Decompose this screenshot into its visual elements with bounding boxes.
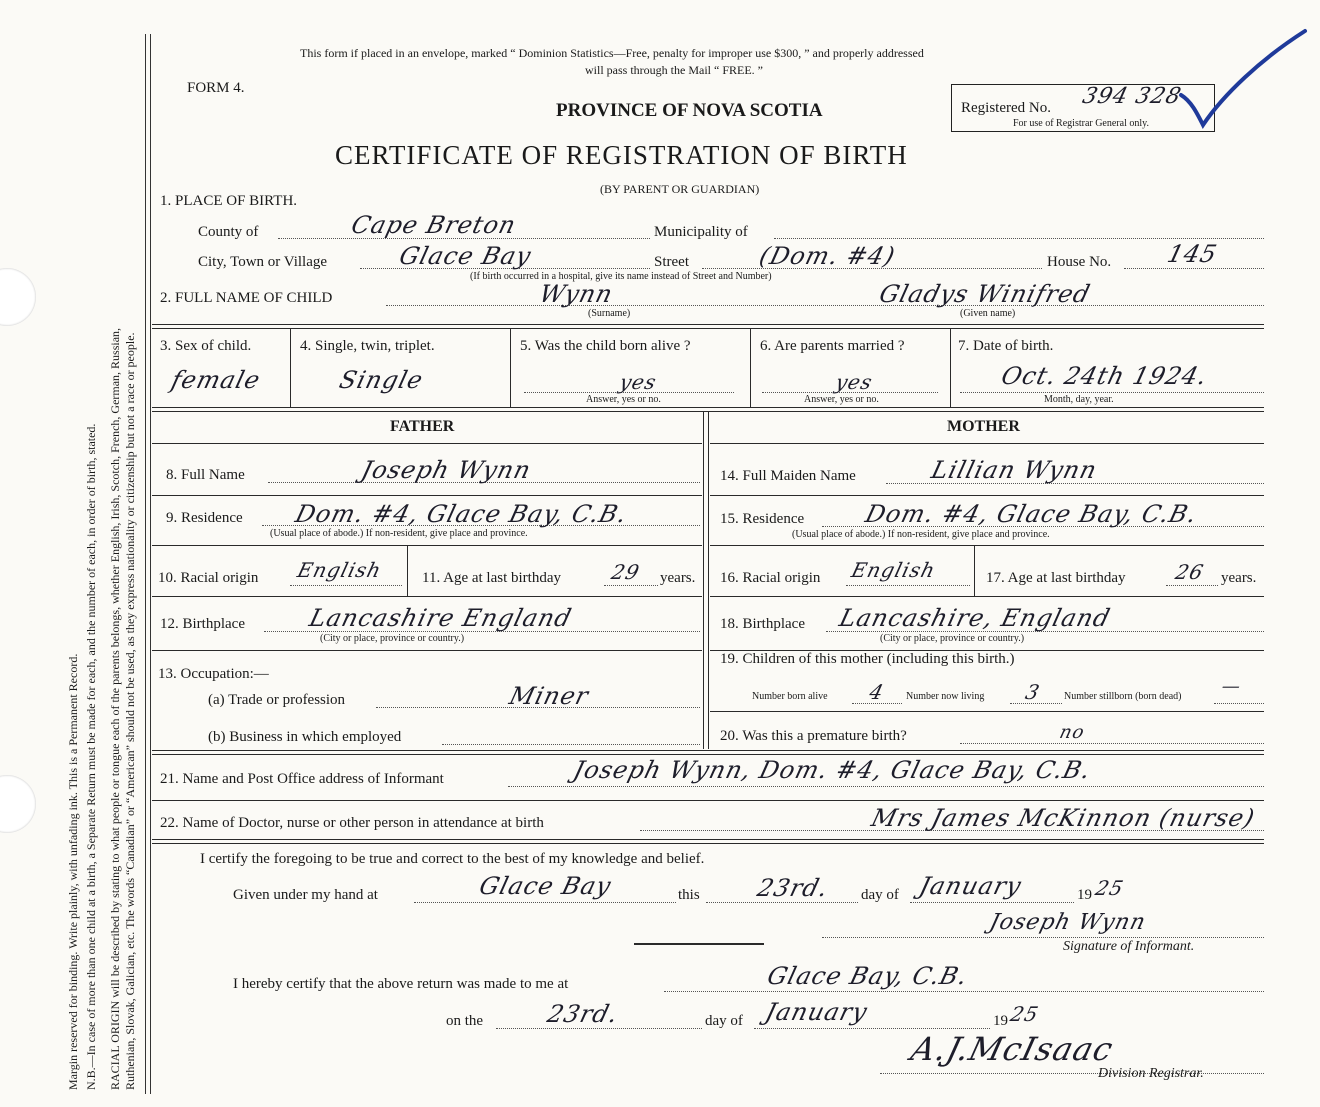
parents-married-caption: Answer, yes or no. [804, 394, 879, 405]
given-month-field-line [910, 902, 1074, 903]
father-residence-label: 9. Residence [166, 510, 243, 526]
this-label: this [678, 887, 700, 903]
living-count-value: 3 [1023, 680, 1043, 704]
mother-age-label: 17. Age at last birthday [986, 570, 1126, 586]
father-age-field-line [604, 585, 658, 586]
house-value: 145 [1164, 240, 1221, 268]
parents-married-value: yes [833, 370, 876, 394]
certification-statement: I certify the foregoing to be true and correct to the best of my knowledge and belief. [200, 851, 705, 867]
city-label: City, Town or Village [198, 254, 328, 270]
municipality-field-line [774, 238, 1264, 239]
registrar-month-value: January [762, 998, 871, 1026]
child-surname: Wynn [536, 280, 617, 308]
date-of-birth-caption: Month, day, year. [1044, 394, 1114, 405]
house-label: House No. [1047, 254, 1112, 270]
mother-race-field-line [846, 585, 970, 586]
check-mark-icon [1175, 25, 1310, 140]
house-field-line [1124, 268, 1264, 269]
margin-rule [145, 34, 146, 1094]
trade-value: Miner [506, 682, 592, 710]
father-residence-value: Dom. #4, Glace Bay, C.B. [292, 500, 631, 528]
father-age-value: 29 [609, 560, 643, 584]
page-subtitle: (BY PARENT OR GUARDIAN) [600, 182, 760, 196]
registrar-signature: A.J.McIsaac [907, 1030, 1118, 1068]
page-title: CERTIFICATE OF REGISTRATION OF BIRTH [335, 140, 908, 170]
row-rule [710, 711, 1264, 712]
informant-signature: Joseph Wynn [986, 910, 1149, 935]
father-residence-caption: (Usual place of abode.) If non-resident, give place and province. [270, 528, 528, 539]
registered-number: 394 328 [1079, 84, 1185, 109]
registrar-month-field-line [754, 1028, 990, 1029]
column-rule [708, 412, 709, 749]
born-alive-caption: Answer, yes or no. [586, 394, 661, 405]
premature-value: no [1057, 722, 1088, 743]
column-rule [974, 546, 975, 596]
registrar-day-of-label: day of [705, 1013, 743, 1029]
column-rule [950, 329, 951, 407]
date-of-birth-value: Oct. 24th 1924. [998, 362, 1211, 390]
parents-married-label: 6. Are parents married ? [760, 338, 905, 354]
father-name-label: 8. Full Name [166, 467, 245, 483]
mother-name-value: Lillian Wynn [928, 456, 1101, 484]
margin-note-line: Ruthenian, Slovak, Galician, etc. The words “Canadian” or “American” should not be used, as they express nationality or citizenship but not a race or people. [123, 332, 137, 1090]
section-rule [152, 407, 1264, 408]
registrar-caption: Division Registrar. [1098, 1066, 1204, 1081]
province-heading: PROVINCE OF NOVA SCOTIA [556, 100, 823, 121]
father-race-field-line [290, 585, 402, 586]
premature-field-line [960, 743, 1264, 744]
row-rule [710, 545, 1264, 546]
business-field-line [442, 744, 700, 745]
margin-note-line: RACIAL ORIGIN will be described by stating to what people or tongue each of the parents belongs, whether English, Irish, Scotch, French, German, Russian, [108, 327, 122, 1090]
sex-label: 3. Sex of child. [160, 338, 252, 354]
informant-signature-caption: Signature of Informant. [1063, 939, 1195, 954]
occupation-label: 13. Occupation:— [158, 666, 269, 682]
registrar-year-value: 25 [1008, 1002, 1042, 1026]
mother-residence-value: Dom. #4, Glace Bay, C.B. [862, 500, 1201, 528]
mother-race-value: English [849, 558, 939, 582]
given-day-field-line [706, 902, 858, 903]
city-value: Glace Bay [396, 242, 535, 270]
row-rule [152, 495, 702, 496]
mail-notice: will pass through the Mail “ FREE. ” [585, 63, 763, 77]
mother-birthplace-label: 18. Birthplace [720, 616, 805, 632]
born-alive-value: yes [617, 370, 660, 394]
section-rule [152, 754, 1264, 755]
informant-signature-line [822, 937, 1264, 938]
section-rule [152, 839, 1264, 840]
year-prefix: 19 [1077, 887, 1092, 903]
children-of-mother-label: 19. Children of this mother (including this birth.) [720, 651, 1015, 667]
place-of-birth-heading: 1. PLACE OF BIRTH. [160, 193, 298, 209]
day-of-label: day of [861, 887, 899, 903]
father-birthplace-label: 12. Birthplace [160, 616, 245, 632]
born-alive-label: 5. Was the child born alive ? [520, 338, 691, 354]
child-name-field-line [386, 305, 1264, 306]
section-rule [152, 324, 1264, 325]
father-age-label: 11. Age at last birthday [422, 570, 561, 586]
registrar-signature-line [880, 1073, 1264, 1074]
mother-age-value: 26 [1173, 560, 1207, 584]
column-rule [510, 329, 511, 407]
row-rule [152, 596, 702, 597]
form-number: FORM 4. [187, 80, 245, 96]
given-at-label: Given under my hand at [233, 887, 378, 903]
street-value: (Dom. #4) [756, 242, 899, 270]
county-value: Cape Breton [348, 211, 520, 239]
child-given-name: Gladys Winifred [876, 280, 1094, 308]
given-year-value: 25 [1093, 876, 1127, 900]
registrar-place-field-line [664, 991, 1264, 992]
plurality-label: 4. Single, twin, triplet. [300, 338, 435, 354]
column-rule [407, 546, 408, 596]
living-count-label: Number now living [906, 691, 985, 702]
margin-rule [150, 34, 151, 1094]
given-at-field-line [414, 902, 676, 903]
child-name-label: 2. FULL NAME OF CHILD [160, 290, 333, 306]
registrar-year-prefix: 19 [993, 1013, 1008, 1029]
mail-notice: This form if placed in an envelope, marked “ Dominion Statistics—Free, penalty for improper use $300, ” and properly addressed [300, 46, 924, 60]
father-birthplace-value: Lancashire England [306, 604, 575, 632]
column-rule [290, 329, 291, 407]
column-rule [750, 329, 751, 407]
mother-birthplace-value: Lancashire, England [836, 604, 1114, 632]
mother-age-suffix: years. [1221, 570, 1257, 586]
registrar-day-value: 23rd. [544, 1000, 622, 1028]
mother-heading: MOTHER [947, 418, 1020, 435]
business-label: (b) Business in which employed [208, 729, 402, 745]
registrar-place-value: Glace Bay, C.B. [764, 962, 971, 990]
section-rule [152, 328, 1264, 329]
row-rule [152, 650, 702, 651]
registrar-note: For use of Registrar General only. [1013, 118, 1149, 129]
registrar-day-field-line [496, 1028, 702, 1029]
father-race-value: English [295, 558, 385, 582]
attendant-label: 22. Name of Doctor, nurse or other person in attendance at birth [160, 815, 544, 831]
row-rule [152, 545, 702, 546]
attendant-value: Mrs James McKinnon (nurse) [868, 804, 1259, 832]
father-race-label: 10. Racial origin [158, 570, 259, 586]
father-birthplace-caption: (City or place, province or country.) [320, 633, 465, 644]
registered-label: Registered No. [961, 100, 1051, 116]
municipality-label: Municipality of [654, 224, 748, 240]
mother-name-label: 14. Full Maiden Name [720, 468, 856, 484]
date-of-birth-field-line [960, 392, 1264, 393]
section-rule [152, 443, 702, 444]
premature-label: 20. Was this a premature birth? [720, 728, 907, 744]
registrar-statement: I hereby certify that the above return was made to me at [233, 976, 569, 992]
informant-field-line [508, 786, 1264, 787]
column-rule [703, 412, 704, 749]
plurality-value: Single [336, 366, 427, 394]
born-alive-count-label: Number born alive [752, 691, 828, 702]
father-heading: FATHER [390, 418, 455, 435]
mother-birthplace-caption: (City or place, province or country.) [880, 633, 1025, 644]
given-month-value: January [916, 872, 1025, 900]
row-rule [710, 495, 1264, 496]
section-rule [152, 750, 1264, 751]
mother-race-label: 16. Racial origin [720, 570, 821, 586]
father-age-suffix: years. [660, 570, 696, 586]
given-day-value: 23rd. [754, 874, 832, 902]
stillborn-count-line [1214, 703, 1264, 704]
county-label: County of [198, 224, 259, 240]
given-name-caption: (Given name) [960, 308, 1016, 319]
section-rule [152, 843, 1264, 844]
stillborn-count-label: Number stillborn (born dead) [1064, 691, 1182, 702]
informant-value: Joseph Wynn, Dom. #4, Glace Bay, C.B. [570, 756, 1095, 784]
divider [634, 943, 764, 945]
mother-age-field-line [1166, 585, 1218, 586]
on-the-label: on the [446, 1013, 484, 1029]
row-rule [152, 800, 1264, 801]
mother-residence-caption: (Usual place of abode.) If non-resident, give place and province. [792, 529, 1050, 540]
informant-label: 21. Name and Post Office address of Informant [160, 771, 444, 787]
stillborn-count-value: — [1219, 676, 1244, 697]
date-of-birth-label: 7. Date of birth. [958, 338, 1054, 354]
hospital-note: (If birth occurred in a hospital, give its name instead of Street and Number) [470, 271, 772, 282]
row-rule [710, 596, 1264, 597]
father-name-value: Joseph Wynn [358, 456, 535, 484]
margin-note-line: N.B.—In case of more than one child at a birth, a Separate Return must be made for each, and the number of each, in order of birth, stated. [84, 423, 98, 1090]
margin-note-line: Margin reserved for binding. Write plainly, with unfading ink. This is a Permanent Record. [66, 653, 80, 1090]
given-at-value: Glace Bay [476, 872, 615, 900]
trade-label: (a) Trade or profession [208, 692, 346, 708]
mother-residence-label: 15. Residence [720, 511, 805, 527]
surname-caption: (Surname) [588, 308, 631, 319]
street-label: Street [654, 254, 689, 270]
born-alive-count-value: 4 [867, 680, 887, 704]
sex-value: female [168, 366, 264, 394]
section-rule [710, 443, 1264, 444]
